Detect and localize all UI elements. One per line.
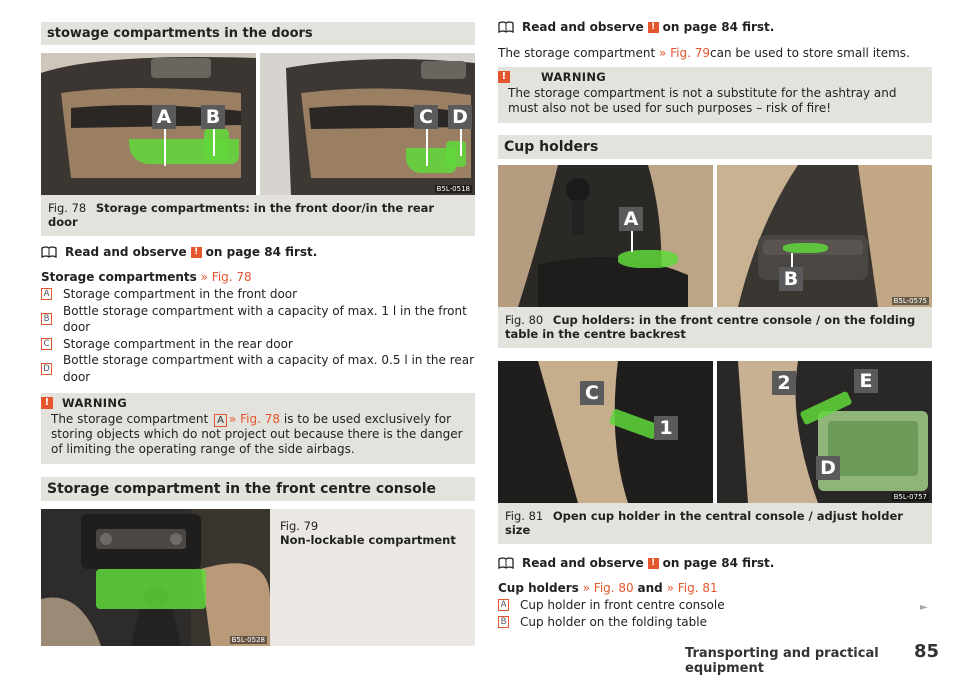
read-observe-prefix: Read and observe <box>65 245 187 259</box>
fig78-leader-a <box>164 126 166 166</box>
warning-title <box>501 70 922 84</box>
fig80-link[interactable]: » Fig. 80 <box>582 581 634 595</box>
fig78-number: Fig. 78 <box>48 201 87 215</box>
fig80-highlight-b <box>783 243 828 253</box>
item-key-badge: B <box>498 616 509 628</box>
warning-mark-icon: ! <box>191 247 202 258</box>
warning-title-text: WARNING <box>62 396 127 410</box>
list-item <box>41 352 475 385</box>
warning-box-airbags <box>41 393 475 464</box>
fig81-label-c: C <box>580 381 604 405</box>
book-icon <box>498 21 514 33</box>
fig80-number: Fig. 80 <box>505 313 544 327</box>
read-observe-note-right <box>498 20 932 34</box>
left-column <box>41 22 475 646</box>
fig79-code: B5L-0528 <box>231 636 265 644</box>
fig78-label-d: D <box>448 105 472 129</box>
fig78-code: B5L-0518 <box>436 185 470 193</box>
fig78-highlight-d <box>446 141 466 167</box>
and-word: and <box>637 581 663 595</box>
warning-mark-icon: ! <box>648 22 659 33</box>
fig80-caption-text: Cup holders: in the front centre console / on the folding table in the centre backrest <box>505 313 916 341</box>
item-key-badge: A <box>498 599 509 611</box>
list-item <box>41 336 475 353</box>
fig80-caption <box>498 307 932 348</box>
item-text: Bottle storage compartment with a capacity of max. 0.5 l in the rear door <box>63 353 475 384</box>
fig81-link[interactable]: » Fig. 81 <box>666 581 718 595</box>
fig79-number: Fig. 79 <box>280 519 319 533</box>
read-observe-prefix: Read and observe <box>522 20 644 34</box>
cup-holders-list <box>498 597 932 630</box>
item-key-badge: C <box>41 338 52 350</box>
fig78-label-b: B <box>201 105 225 129</box>
section-title-cup-holders: Cup holders <box>498 135 932 159</box>
section-title-centre-console: Storage compartment in the front centre console <box>41 477 475 501</box>
item-text: Storage compartment in the rear door <box>63 336 293 351</box>
list-item <box>41 286 475 303</box>
cup-holders-intro <box>498 580 932 596</box>
warning-text <box>51 412 465 457</box>
fig80-highlight-a <box>618 250 678 268</box>
read-observe-note-right-2 <box>498 556 932 570</box>
item-text: Cup holder on the folding table <box>520 614 707 629</box>
storage-compartments-intro <box>41 269 475 285</box>
fig79-photo <box>41 509 270 646</box>
fig79-highlight <box>96 569 206 609</box>
item-key-badge: B <box>41 313 52 325</box>
fig81-caption-text: Open cup holder in the central console / adjust holder size <box>505 509 903 537</box>
warning-icon: ! <box>41 397 53 409</box>
warning-box-fire <box>498 67 932 123</box>
fig80-photo <box>498 165 932 307</box>
item-text: Cup holder in front centre console <box>520 598 725 612</box>
fig78-leader-d <box>460 126 462 156</box>
fig78-link-warning[interactable]: » Fig. 78 <box>228 412 281 426</box>
fig81-number: Fig. 81 <box>505 509 544 523</box>
footer-chapter-title: Transporting and practical equipment <box>685 646 879 676</box>
fig78-caption-text: Storage compartments: in the front door/in the rear door <box>48 201 435 229</box>
fig79-block <box>41 509 475 646</box>
fig78-leader-c <box>426 126 428 166</box>
list-item <box>498 614 932 631</box>
storage-compartment-text <box>498 45 932 61</box>
item-key-badge: D <box>41 363 52 375</box>
storage-compartments-label: Storage compartments <box>41 270 197 284</box>
fig78-caption <box>41 195 475 236</box>
fig78-link[interactable]: » Fig. 78 <box>200 270 252 284</box>
item-text: Bottle storage compartment with a capacity of max. 1 l in the front door <box>63 303 467 334</box>
fig81-label-e: E <box>854 369 878 393</box>
right-column <box>498 20 932 630</box>
book-icon <box>41 246 57 258</box>
storage-text-after: can be used to store small items. <box>710 46 910 60</box>
read-observe-prefix: Read and observe <box>522 556 644 570</box>
fig78-leader-b <box>213 126 215 156</box>
fig79-caption <box>270 509 466 646</box>
fig80-code: B5L-0575 <box>893 297 927 305</box>
fig80-illustration <box>498 165 932 307</box>
read-observe-note-left <box>41 245 475 259</box>
page-number: 85 <box>914 641 940 662</box>
warning-badge-a: A <box>214 414 227 427</box>
fig80-label-a: A <box>619 207 643 231</box>
fig78-photo <box>41 53 475 195</box>
warning-mark-icon: ! <box>648 558 659 569</box>
item-text: Storage compartment in the front door <box>63 287 298 301</box>
fig81-label-d: D <box>816 456 840 480</box>
fig81-code: B5L-0757 <box>893 493 927 501</box>
fig81-label-1: 1 <box>654 416 678 440</box>
fig80-leader-b <box>791 253 793 268</box>
list-item <box>498 597 932 614</box>
item-key-badge: A <box>41 288 52 300</box>
fig78-label-c: C <box>414 105 438 129</box>
warning-text-before: The storage compartment <box>51 412 209 426</box>
warning-icon: ! <box>498 71 510 83</box>
fig78-highlight-b <box>204 128 229 160</box>
read-observe-suffix: on page 84 first. <box>662 20 775 34</box>
storage-compartments-list <box>41 286 475 385</box>
fig78-label-a: A <box>152 105 176 129</box>
fig81-photo <box>498 361 932 503</box>
fig81-label-2: 2 <box>772 371 796 395</box>
book-icon <box>498 557 514 569</box>
fig78-illustration <box>41 53 475 195</box>
fig81-caption <box>498 503 932 544</box>
fig80-label-b: B <box>779 267 803 291</box>
read-observe-suffix: on page 84 first. <box>662 556 775 570</box>
warning-title-text: WARNING <box>541 70 606 84</box>
fig80-leader-a <box>631 228 633 252</box>
list-item <box>41 303 475 336</box>
fig79-caption-text: Non-lockable compartment <box>280 533 456 547</box>
storage-text-before: The storage compartment <box>498 46 656 60</box>
warning-title <box>44 396 465 410</box>
section-title-door-stowage: stowage compartments in the doors <box>41 22 475 45</box>
warning-text-after: is to be used exclusively for storing objects which do not project out because there is the danger of limiting the operating range of the side airbags. <box>51 412 463 456</box>
cup-holders-label: Cup holders <box>498 581 579 595</box>
warning-text: The storage compartment is not a substitute for the ashtray and must also not be used for such purposes – risk of fire! <box>508 86 897 115</box>
read-observe-suffix: on page 84 first. <box>205 245 318 259</box>
continue-arrow-icon: ► <box>920 602 928 613</box>
fig79-link[interactable]: » Fig. 79 <box>658 46 711 60</box>
